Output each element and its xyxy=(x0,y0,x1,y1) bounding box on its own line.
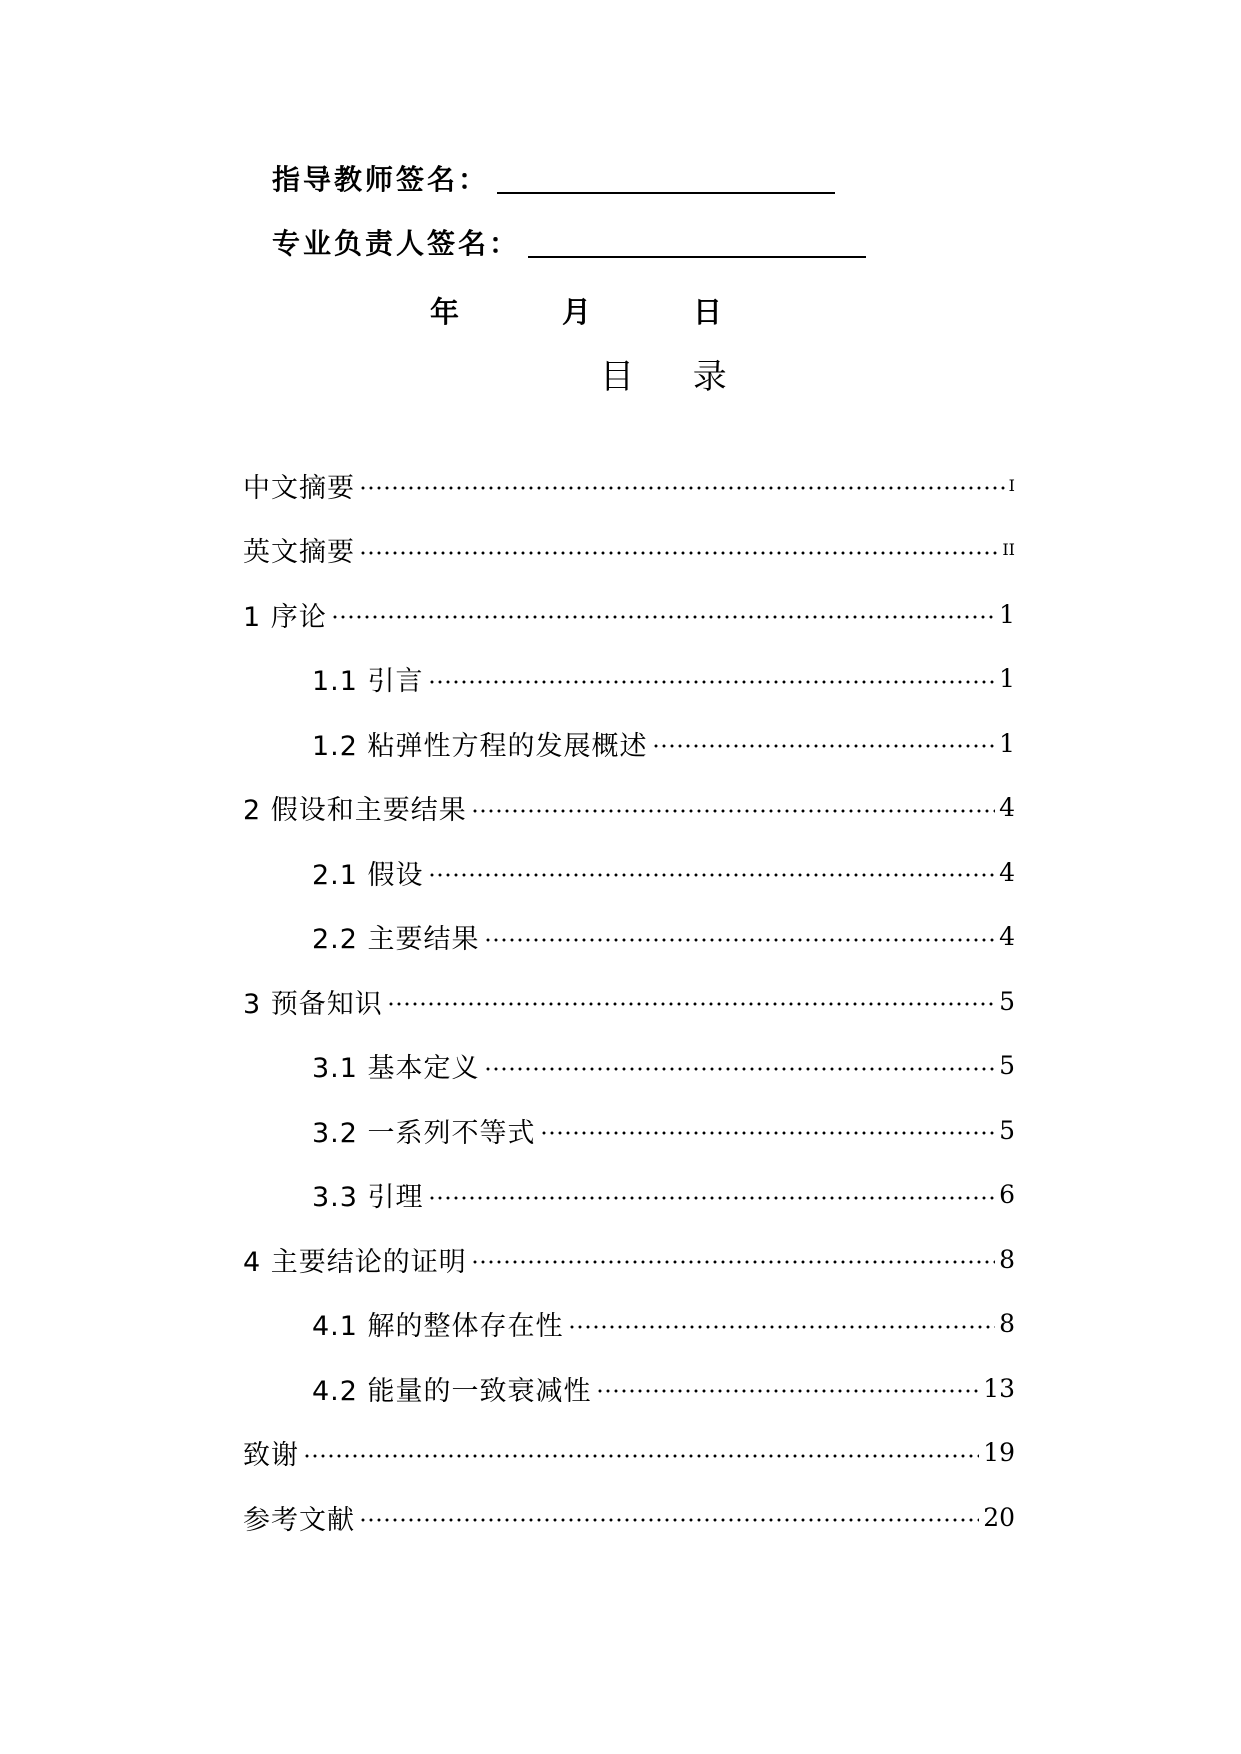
head-signature-row xyxy=(272,224,866,264)
toc-entry-page-number: 1 xyxy=(999,599,1015,629)
toc-entry-page-number: 4 xyxy=(999,857,1015,887)
toc-dot-leader xyxy=(359,551,998,555)
toc-dot-leader xyxy=(568,1325,996,1329)
toc-title: 目 录 xyxy=(600,357,751,397)
toc-entry-label: 2.2 主要结果 xyxy=(312,924,480,955)
toc-dot-leader xyxy=(428,680,996,684)
toc-entry[interactable] xyxy=(243,1433,1015,1473)
toc-entry-page-number: 8 xyxy=(999,1309,1015,1338)
toc-entry-page-number: II xyxy=(1002,540,1015,559)
toc-dot-leader xyxy=(359,486,1005,490)
toc-entry-label: 致谢 xyxy=(243,1440,299,1471)
toc-dot-leader xyxy=(471,809,995,813)
toc-entry-label: 4.1 解的整体存在性 xyxy=(312,1311,564,1342)
toc-entry-page-number: 4 xyxy=(999,793,1015,822)
toc-dot-leader xyxy=(484,938,996,942)
toc-entry-label: 3.1 基本定义 xyxy=(312,1053,480,1084)
toc-dot-leader xyxy=(471,1260,995,1264)
date-row xyxy=(0,292,1241,332)
toc-entry[interactable] xyxy=(312,1175,1015,1215)
toc-entry[interactable] xyxy=(312,917,1015,957)
toc-dot-leader xyxy=(428,1196,996,1200)
toc-entry[interactable] xyxy=(312,1046,1015,1086)
toc-entry-page-number: 5 xyxy=(999,1051,1015,1080)
toc-entry-label: 4 主要结论的证明 xyxy=(243,1246,467,1278)
toc-entry-label: 4.2 能量的一致衰减性 xyxy=(312,1375,592,1407)
toc-entry[interactable] xyxy=(312,1304,1015,1344)
toc-entry[interactable] xyxy=(312,723,1015,763)
date-month-label: 月 xyxy=(562,295,592,329)
toc-entry-label: 3.3 引理 xyxy=(312,1182,424,1213)
toc-entry-page-number: 20 xyxy=(983,1502,1015,1532)
toc-entry-label: 中文摘要 xyxy=(243,472,355,504)
toc-entry-label: 1.1 引言 xyxy=(312,666,424,697)
toc-entry-label: 1.2 粘弹性方程的发展概述 xyxy=(312,730,648,762)
toc-entry-page-number: 1 xyxy=(999,664,1015,693)
toc-dot-leader xyxy=(540,1131,996,1135)
toc-entry[interactable] xyxy=(243,594,1015,634)
toc-entry[interactable] xyxy=(243,1239,1015,1279)
toc-entry-label: 2 假设和主要结果 xyxy=(243,795,467,826)
toc-entry-page-number: 8 xyxy=(999,1244,1015,1274)
toc-entry-label: 2.1 假设 xyxy=(312,859,424,891)
toc-dot-leader xyxy=(484,1067,996,1071)
head-signature-line xyxy=(528,230,866,258)
toc-entry-page-number: 1 xyxy=(999,728,1015,758)
date-day-label: 日 xyxy=(693,295,723,329)
head-signature-label: 专业负责人签名： xyxy=(272,227,521,260)
toc-entry[interactable] xyxy=(243,1497,1015,1537)
toc-dot-leader xyxy=(387,1002,995,1006)
toc-entry-label: 3 预备知识 xyxy=(243,988,383,1020)
toc-entry-page-number: 13 xyxy=(983,1373,1015,1403)
toc-entry[interactable] xyxy=(243,788,1015,828)
date-year-label: 年 xyxy=(430,295,460,329)
toc-entry[interactable] xyxy=(243,981,1015,1021)
advisor-signature-line xyxy=(497,166,835,194)
toc-entry[interactable] xyxy=(312,659,1015,699)
toc-entry-label: 3.2 一系列不等式 xyxy=(312,1117,536,1149)
toc-entry-page-number: 4 xyxy=(999,922,1015,951)
toc-entry[interactable] xyxy=(312,1368,1015,1408)
toc-entry-label: 英文摘要 xyxy=(243,537,355,568)
advisor-signature-label: 指导教师签名： xyxy=(272,163,490,196)
toc-entry-page-number: 19 xyxy=(983,1438,1015,1467)
toc-dot-leader xyxy=(303,1454,979,1458)
toc-entry-label: 1 序论 xyxy=(243,601,327,633)
advisor-signature-row xyxy=(272,160,835,200)
toc-dot-leader xyxy=(428,873,996,877)
toc-entry-page-number: 6 xyxy=(999,1180,1015,1209)
toc-entry[interactable] xyxy=(312,1110,1015,1150)
toc-dot-leader xyxy=(331,615,995,619)
toc-entry[interactable] xyxy=(312,852,1015,892)
toc-dot-leader xyxy=(596,1389,980,1393)
toc-entry[interactable] xyxy=(243,530,1015,570)
toc-dot-leader xyxy=(652,744,996,748)
toc-entry-page-number: 5 xyxy=(999,986,1015,1016)
toc-entry-page-number: 5 xyxy=(999,1115,1015,1145)
toc-entry-page-number: I xyxy=(1008,475,1015,495)
toc-entry-label: 参考文献 xyxy=(243,1504,355,1536)
toc-entry[interactable] xyxy=(243,465,1015,505)
toc-dot-leader xyxy=(359,1518,979,1522)
